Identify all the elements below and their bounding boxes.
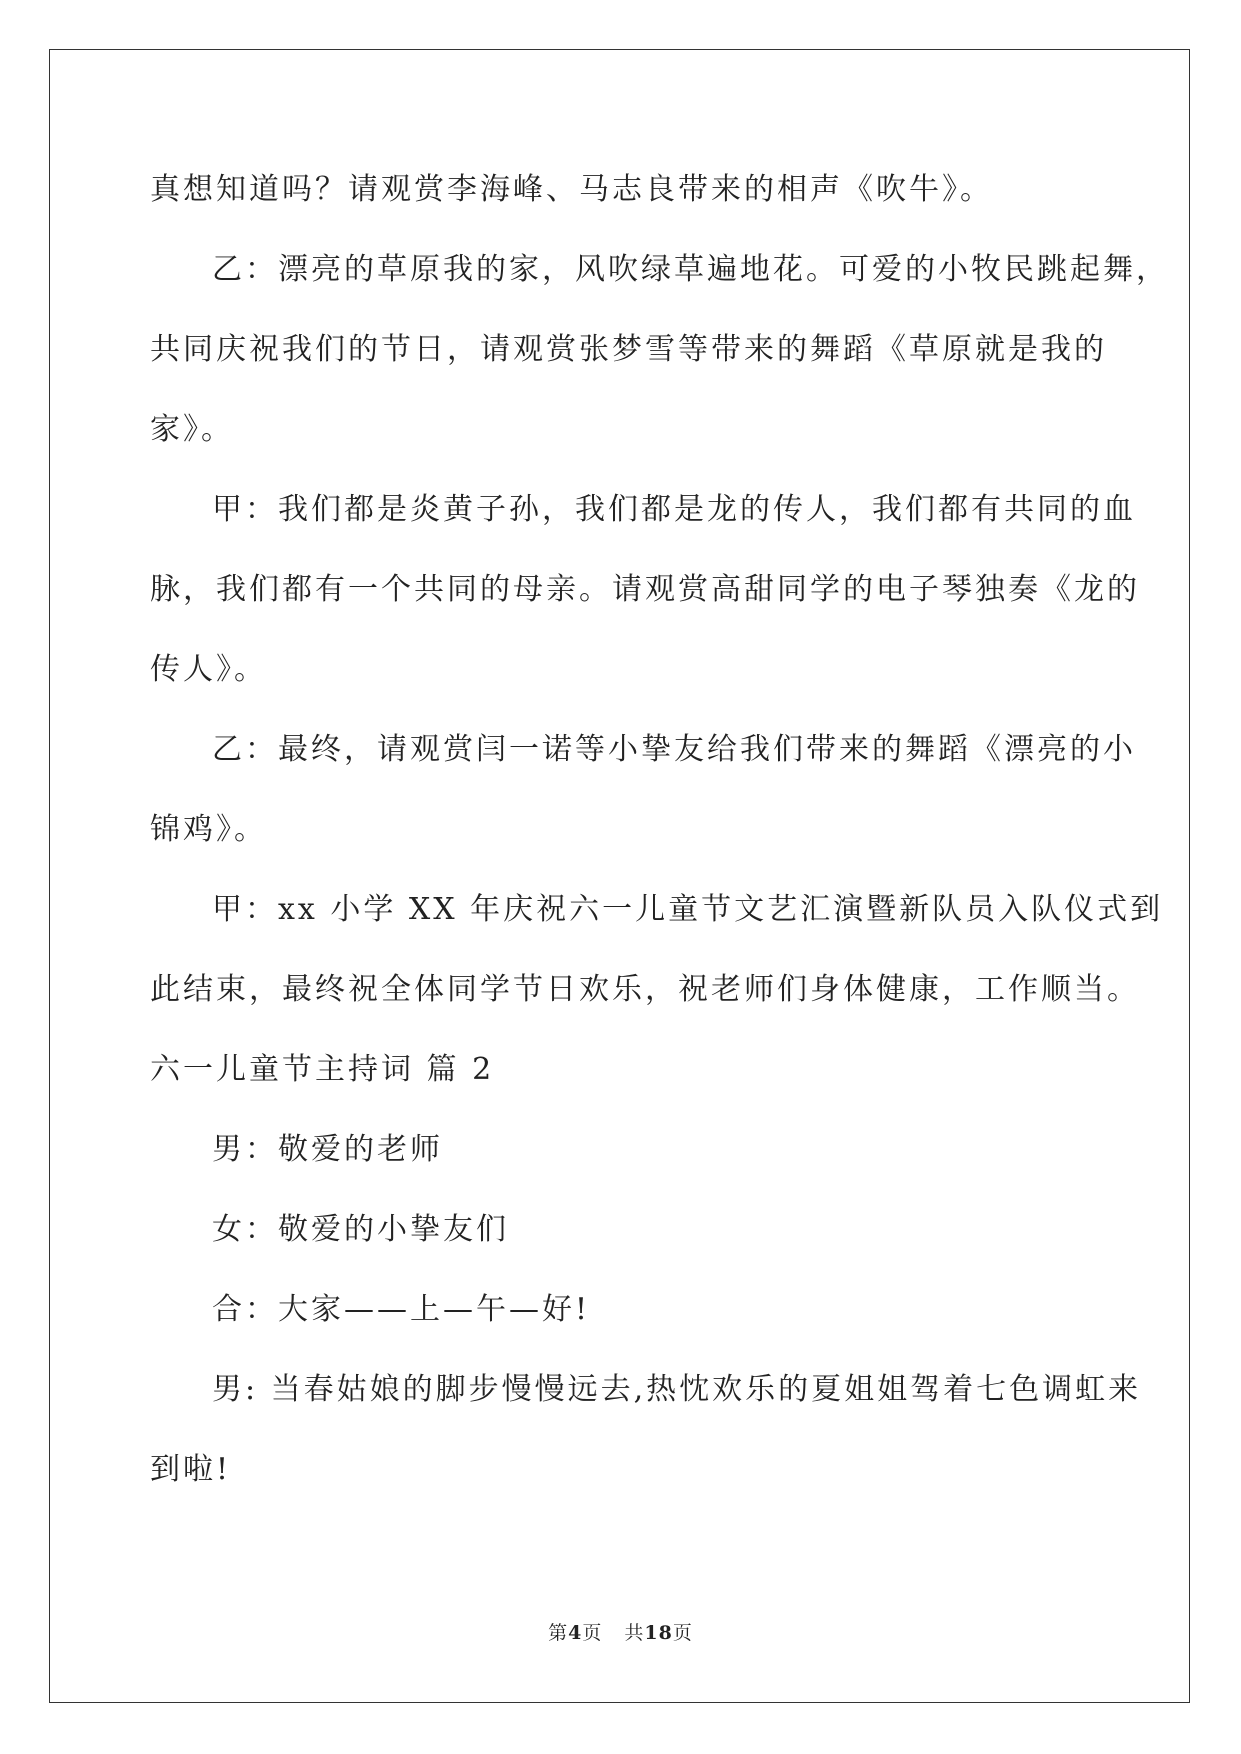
text-line: 脉，我们都有一个共同的母亲。请观赏高甜同学的电子琴独奏《龙的 xyxy=(150,572,1140,607)
text-line: 真想知道吗？请观赏李海峰、马志良带来的相声《吹牛》。 xyxy=(150,172,993,207)
text-line: 男: 当春姑娘的脚步慢慢远去,热忱欢乐的夏姐姐驾着七色调虹来 xyxy=(212,1372,1142,1407)
text-line: 到啦! xyxy=(150,1452,232,1487)
text-line: 甲：我们都是炎黄子孙，我们都是龙的传人，我们都有共同的血 xyxy=(212,492,1136,527)
text-line: 合：大家——上—午—好! xyxy=(212,1292,591,1327)
text-line: 甲：xx 小学 XX 年庆祝六一儿童节文艺汇演暨新队员入队仪式到 xyxy=(212,892,1164,927)
page-footer xyxy=(0,1618,1241,1645)
text-line: 家》。 xyxy=(150,412,234,447)
text-line: 女：敬爱的小挚友们 xyxy=(212,1212,509,1247)
text-line: 此结束，最终祝全体同学节日欢乐，祝老师们身体健康，工作顺当。 xyxy=(150,972,1140,1007)
section-heading: 六一儿童节主持词 篇 2 xyxy=(150,1052,495,1087)
document-body xyxy=(150,166,1169,1526)
text-line: 共同庆祝我们的节日，请观赏张梦雪等带来的舞蹈《草原就是我的 xyxy=(150,332,1107,367)
total-suffix: 页 xyxy=(672,1622,693,1644)
total-pages: 18 xyxy=(644,1622,673,1644)
page-prefix: 第 xyxy=(548,1622,569,1644)
text-line: 男：敬爱的老师 xyxy=(212,1132,443,1167)
page-suffix: 页 xyxy=(582,1622,603,1644)
text-line: 传人》。 xyxy=(150,652,267,687)
total-prefix: 共 xyxy=(624,1622,645,1644)
page-number: 4 xyxy=(568,1622,583,1644)
text-line: 乙：漂亮的草原我的家，风吹绿草遍地花。可爱的小牧民跳起舞， xyxy=(212,252,1169,287)
text-line: 乙：最终，请观赏闫一诺等小挚友给我们带来的舞蹈《漂亮的小 xyxy=(212,732,1136,767)
text-line: 锦鸡》。 xyxy=(150,812,267,847)
